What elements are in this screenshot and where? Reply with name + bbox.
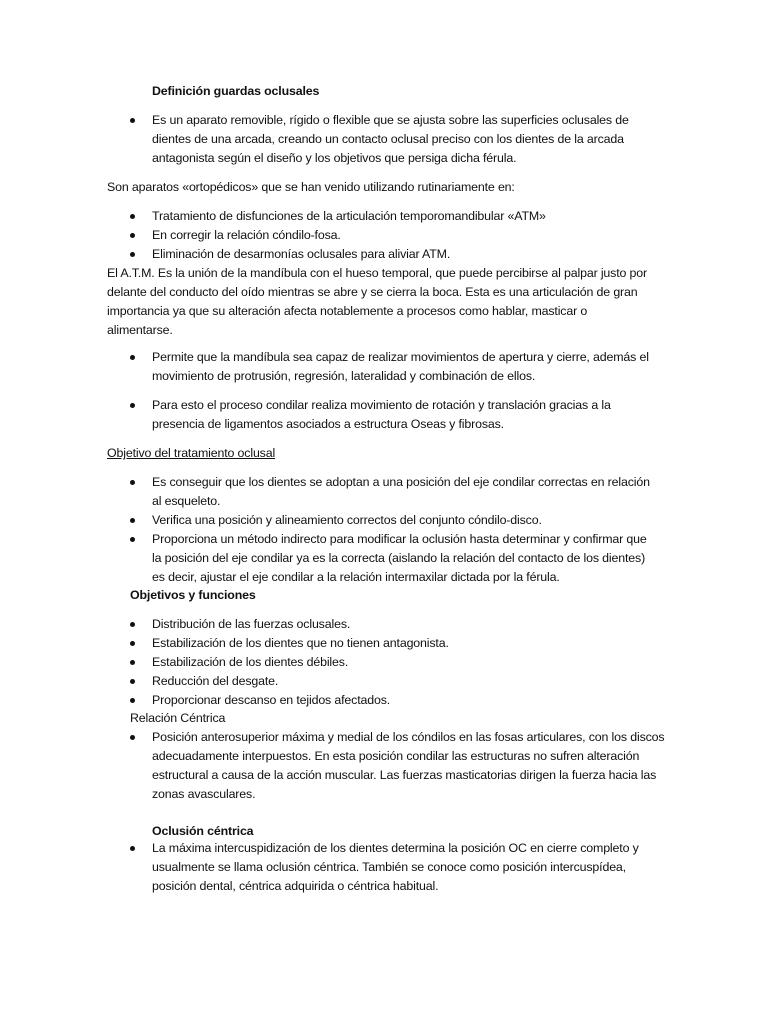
atm-paragraph-line: alimentarse. xyxy=(107,323,173,337)
list-item: usualmente se llama oclusión céntrica. También se conoce como posición intercuspídea, xyxy=(152,860,626,874)
list-item: Distribución de las fuerzas oclusales. xyxy=(152,617,351,631)
list-item: Eliminación de desarmonías oclusales para aliviar ATM. xyxy=(152,247,451,261)
bullet-icon xyxy=(130,403,135,408)
bullet-icon xyxy=(130,518,135,523)
list-item: al esqueleto. xyxy=(152,494,221,508)
bullet-icon xyxy=(130,660,135,665)
bullet-icon xyxy=(130,846,135,851)
heading-objetivo: Objetivo del tratamiento oclusal xyxy=(107,446,276,460)
list-item: Es conseguir que los dientes se adoptan a una posición del eje condilar correctas en relación xyxy=(152,475,650,489)
list-item: posición dental, céntrica adquirida o céntrica habitual. xyxy=(152,879,439,893)
list-item: es decir, ajustar el eje condilar a la relación intermaxilar dictada por la férula. xyxy=(152,570,560,584)
intro-paragraph: Son aparatos «ortopédicos» que se han venido utilizando rutinariamente en: xyxy=(107,180,515,194)
list-item: Permite que la mandíbula sea capaz de realizar movimientos de apertura y cierre, además el xyxy=(152,350,649,364)
bullet-icon xyxy=(130,679,135,684)
heading-oclusion-centrica: Oclusión céntrica xyxy=(152,824,254,838)
list-item: presencia de ligamentos asociados a estructura Oseas y fibrosas. xyxy=(152,417,504,431)
bullet-icon xyxy=(130,622,135,627)
list-item: Reducción del desgate. xyxy=(152,674,279,688)
bullet-icon xyxy=(130,480,135,485)
list-item: Proporciona un método indirecto para modificar la oclusión hasta determinar y confirmar que xyxy=(152,532,647,546)
bullet-icon xyxy=(130,641,135,646)
bullet-icon xyxy=(130,355,135,360)
bullet-icon xyxy=(130,118,135,123)
list-item: Proporcionar descanso en tejidos afectados. xyxy=(152,693,391,707)
heading-relacion-centrica: Relación Céntrica xyxy=(130,711,226,725)
list-item: En corregir la relación cóndilo-fosa. xyxy=(152,228,341,242)
list-item: Verifica una posición y alineamiento correctos del conjunto cóndilo-disco. xyxy=(152,513,542,527)
list-item: Estabilización de los dientes débiles. xyxy=(152,655,349,669)
bullet-icon xyxy=(130,735,135,740)
list-item: Para esto el proceso condilar realiza movimiento de rotación y translación gracias a la xyxy=(152,398,611,412)
list-item: Posición anterosuperior máxima y medial de los cóndilos en las fosas articulares, con los discos xyxy=(152,730,665,744)
definition-line: Es un aparato removible, rígido o flexible que se ajusta sobre las superficies oclusales de xyxy=(152,113,629,127)
bullet-icon xyxy=(130,252,135,257)
definition-line: dientes de una arcada, creando un contacto oclusal preciso con los dientes de la arcada xyxy=(152,132,624,146)
heading-definicion: Definición guardas oclusales xyxy=(152,84,320,98)
atm-paragraph-line: El A.T.M. Es la unión de la mandíbula con el hueso temporal, que puede percibirse al palpar justo por xyxy=(107,266,648,280)
atm-paragraph-line: importancia ya que su alteración afecta notablemente a procesos como hablar, masticar o xyxy=(107,304,588,318)
bullet-icon xyxy=(130,233,135,238)
bullet-icon xyxy=(130,214,135,219)
list-item: Tratamiento de disfunciones de la articulación temporomandibular «ATM» xyxy=(152,209,546,223)
list-item: adecuadamente interpuestos. En esta posición condilar las estructuras no sufren alteración xyxy=(152,749,640,763)
list-item: zonas avasculares. xyxy=(152,787,256,801)
bullet-icon xyxy=(130,537,135,542)
definition-line: antagonista según el diseño y los objetivos que persiga dicha férula. xyxy=(152,151,517,165)
list-item: Estabilización de los dientes que no tienen antagonista. xyxy=(152,636,449,650)
list-item: movimiento de protrusión, regresión, lateralidad y combinación de ellos. xyxy=(152,369,536,383)
atm-paragraph-line: delante del conducto del oído mientras se abre y se cierra la boca. Esta es una articulación de gran xyxy=(107,285,638,299)
list-item: La máxima intercuspidización de los dientes determina la posición OC en cierre completo y xyxy=(152,841,639,855)
list-item: estructural a causa de la acción muscular. Las fuerzas masticatorias dirigen la fuerza hacia las xyxy=(152,768,657,782)
heading-funciones: Objetivos y funciones xyxy=(130,588,256,602)
bullet-icon xyxy=(130,698,135,703)
list-item: la posición del eje condilar ya es la correcta (aislando la relación del contacto de los dientes) xyxy=(152,551,646,565)
